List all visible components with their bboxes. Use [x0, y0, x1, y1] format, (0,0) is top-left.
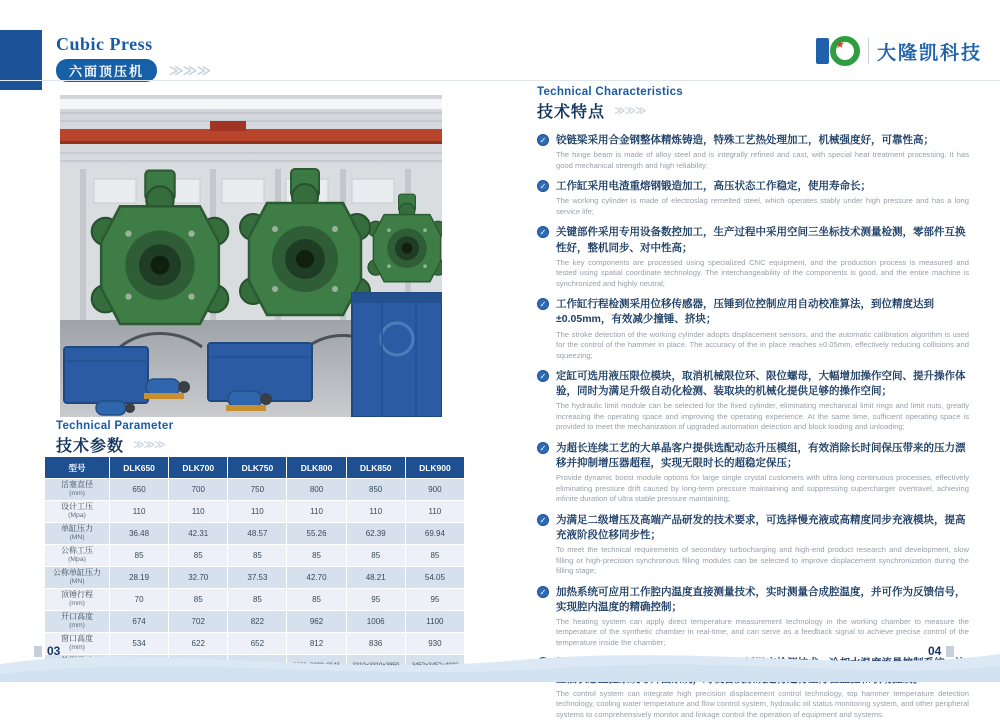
feature-text: [556, 441, 969, 505]
company-logo: [816, 36, 982, 66]
cell-value: 62.39: [346, 523, 405, 545]
check-icon: ✓: [537, 226, 549, 238]
characteristics-heading-en: Technical Characteristics: [537, 86, 683, 98]
feature-item: [537, 179, 969, 217]
chevron-decoration: ≫≫≫: [169, 62, 210, 78]
row-label: [45, 479, 110, 501]
row-label-unit: (mm): [69, 622, 85, 630]
table-row: [45, 611, 465, 633]
check-icon: ✓: [537, 370, 549, 382]
logo-star-icon: ★: [834, 39, 845, 51]
cell-value: 622: [169, 633, 228, 655]
cell-value: 800: [287, 479, 346, 501]
model-header: DLK900: [405, 457, 464, 479]
chevron-decoration: ≫≫≫: [133, 439, 165, 451]
cell-value: 110: [346, 501, 405, 523]
cell-value: 42.70: [287, 567, 346, 589]
cell-value: 85: [287, 589, 346, 611]
row-label-unit: (MN): [69, 534, 85, 542]
row-label-unit: (Mpa): [68, 556, 86, 564]
cell-value: 110: [228, 501, 287, 523]
characteristics-section: [537, 86, 969, 728]
model-header: DLK700: [169, 457, 228, 479]
page-number-left: [34, 644, 60, 658]
feature-text-zh: 铰链梁采用合金钢整体精炼铸造，特殊工艺热处理加工，机械强度好，可靠性高；: [556, 134, 934, 146]
feature-text-zh: 定缸可选用液压限位模块，取消机械限位环、限位螺母，大幅增加操作空间、提升操作体验，同时为满足升级自动化检测、装取块的机械化提供足够的操作空间；: [556, 370, 966, 398]
cell-value: 85: [169, 545, 228, 567]
cell-value: 85: [287, 545, 346, 567]
logo-ring-icon: [830, 36, 860, 66]
row-label-unit: (mm): [69, 490, 85, 498]
model-column-header: 型号: [45, 457, 110, 479]
cell-value: 85: [228, 589, 287, 611]
page-number-marker: [946, 646, 954, 657]
cell-value: 69.94: [405, 523, 464, 545]
table-row: [45, 479, 465, 501]
check-icon: ✓: [537, 442, 549, 454]
check-icon: ✓: [537, 298, 549, 310]
logo-divider: [868, 38, 869, 64]
check-icon: ✓: [537, 180, 549, 192]
factory-photo: [60, 95, 442, 417]
feature-text-zh: 工作缸行程检测采用位移传感器，压锤到位控制应用自动校准算法，到位精度达到±0.05mm，有效减少撞锤、挤块；: [556, 298, 934, 326]
characteristics-heading-zh: 技术特点: [537, 104, 606, 121]
cell-value: 85: [346, 545, 405, 567]
row-label-text: 公称工压: [61, 546, 93, 556]
table-row: [45, 589, 465, 611]
cell-value: 110: [405, 501, 464, 523]
row-label-text: 单缸压力: [61, 524, 93, 534]
feature-text: [556, 513, 969, 577]
cell-value: 54.05: [405, 567, 464, 589]
page-number-right-value: 04: [928, 644, 942, 658]
cell-value: 95: [346, 589, 405, 611]
feature-text: [556, 179, 969, 217]
cell-value: 110: [287, 501, 346, 523]
feature-text: [556, 225, 969, 289]
cell-value: 110: [110, 501, 169, 523]
feature-text-en: The key components are processed using specialized CNC equipment, and the production process is measured and tested using spatial coordinate technology. The interchangeability of the components is good, and the entire machine is synchronized and highly neutral;: [556, 257, 969, 288]
parameter-table-head: [45, 457, 465, 479]
row-label-text: 开口高度: [61, 612, 93, 622]
feature-text-en: The control system can integrate high precision displacement control technology, top hammer temperature detection technology, cooling water temperature and flow control system, hydraulic oil status monitoring system, and other peripheral systems to comprehensively monitor and linkage control the operation of equipment and systems.: [556, 688, 969, 719]
cell-value: 702: [169, 611, 228, 633]
feature-text: [556, 369, 969, 433]
feature-item: [537, 297, 969, 361]
page-header: [56, 34, 210, 82]
model-header: DLK850: [346, 457, 405, 479]
cell-value: 85: [405, 545, 464, 567]
feature-item: [537, 225, 969, 289]
row-label-text: 公称单缸压力: [53, 568, 101, 578]
cell-value: 822: [228, 611, 287, 633]
corner-accent-bar: [0, 30, 42, 90]
feature-item: [537, 369, 969, 433]
cell-value: 1006: [346, 611, 405, 633]
characteristics-section-heading: [537, 86, 969, 122]
model-header: DLK650: [110, 457, 169, 479]
logo-bar-icon: [816, 38, 829, 64]
cell-value: 534: [110, 633, 169, 655]
cell-value: 1100: [405, 611, 464, 633]
row-label: [45, 501, 110, 523]
row-label-text: 活塞直径: [61, 480, 93, 490]
row-label-unit: (Mpa): [68, 512, 86, 520]
feature-text-en: The heating system can apply direct temperature measurement technology in the working chamber to measure the temperature of the synthetic chamber in real-time, and can serve as a feedback signal to achieve precise control of the temperature inside the chamber;: [556, 616, 969, 647]
cell-value: 652: [228, 633, 287, 655]
model-header: DLK800: [287, 457, 346, 479]
row-label-text: 窗口高度: [61, 634, 93, 644]
feature-item: [537, 441, 969, 505]
cell-value: 85: [169, 589, 228, 611]
row-label-unit: (mm): [69, 644, 85, 652]
row-label-text: 顶锤行程: [61, 590, 93, 600]
parameter-section-heading: [56, 420, 173, 456]
feature-list: [537, 133, 969, 720]
table-row: [45, 567, 465, 589]
cell-value: 110: [169, 501, 228, 523]
feature-text-en: Provide dynamic boost module options for large single crystal customers with ultra long continuous processes, effectively eliminating pressure drift caused by long-term pressure maintaining and suppressing supercharger overtravel, achieving infinite duration of ultra stable pressure maintaining;: [556, 473, 969, 504]
cell-value: 812: [287, 633, 346, 655]
model-header: DLK750: [228, 457, 287, 479]
row-label: [45, 567, 110, 589]
feature-text-zh: 为超长连续工艺的大单晶客户提供选配动态升压模组，有效消除长时间保压带来的压力漂移并抑制增压器超程，实现无限时长的超稳定保压；: [556, 441, 966, 470]
row-label: [45, 545, 110, 567]
parameter-heading-en: Technical Parameter: [56, 420, 174, 432]
company-name: 大隆凯科技: [876, 42, 982, 64]
feature-text-en: The stroke detection of the working cylinder adopts displacement sensors, and the automatic calibration algorithm is used for the control of the hammer in place. The accuracy of the in place reaches ±0.05mm, effectively reducing collisions and squeezing;: [556, 329, 969, 360]
page-number-marker: [34, 646, 42, 657]
feature-text-en: The hydraulic limit module can be selected for the fixed cylinder, eliminating mechanical limit rings and limit nuts, greatly increasing the operating space and improving the operating experience. At the same time, sufficient operating space is provided to meet the mechanization of upgraded automation detection and block loading and unloading;: [556, 401, 969, 432]
feature-item: [537, 133, 969, 171]
check-icon: ✓: [537, 134, 549, 146]
chevron-decoration: ≫≫≫: [614, 105, 646, 117]
cell-value: 95: [405, 589, 464, 611]
cell-value: 650: [110, 479, 169, 501]
page-title-en: Cubic Press: [56, 34, 153, 54]
footer-wave-decoration: [0, 634, 1000, 682]
cell-value: 700: [169, 479, 228, 501]
page-number-left-value: 03: [47, 644, 61, 658]
row-label: [45, 611, 110, 633]
row-label-unit: (MN): [69, 578, 85, 586]
check-icon: ✓: [537, 514, 549, 526]
feature-text-zh: 为满足二级增压及高端产品研发的技术要求，可选择慢充液或高精度同步充液模块，提高充液阶段位移同步性；: [556, 513, 966, 541]
table-header-row: [45, 457, 465, 479]
cell-value: 962: [287, 611, 346, 633]
cell-value: 750: [228, 479, 287, 501]
cell-value: 836: [346, 633, 405, 655]
parameter-heading-zh: 技术参数: [56, 438, 125, 455]
table-row: [45, 501, 465, 523]
row-label: [45, 523, 110, 545]
cell-value: 48.57: [228, 523, 287, 545]
cell-value: 850: [346, 479, 405, 501]
table-row: [45, 523, 465, 545]
row-label: [45, 589, 110, 611]
cell-value: 37.53: [228, 567, 287, 589]
feature-text-zh: 工作缸采用电渣重熔钢锻造加工，高压状态工作稳定，使用寿命长；: [556, 180, 871, 193]
check-icon: ✓: [537, 586, 549, 598]
feature-text-zh: 关键部件采用专用设备数控加工，生产过程中采用空间三坐标技术测量检测，零部件互换性好，整机同步、对中性高；: [556, 226, 966, 254]
page-number-right: [928, 644, 954, 658]
cell-value: 32.70: [169, 567, 228, 589]
table-row: [45, 545, 465, 567]
cell-value: 930: [405, 633, 464, 655]
feature-text-en: To meet the technical requirements of secondary turbocharging and high-end product research and development, slow filling or high-precision synchronous filling modules can be selected to improve displacement synchronization during the filling stage;: [556, 545, 969, 576]
feature-text-zh: 加热系统可应用工作腔内温度直接测量技术，实时测量合成腔温度，并可作为反馈信号，实现腔内温度的精确控制；: [556, 585, 966, 613]
cell-value: 674: [110, 611, 169, 633]
cell-value: 85: [228, 545, 287, 567]
cell-value: 85: [110, 545, 169, 567]
cell-value: 70: [110, 589, 169, 611]
feature-text: [556, 133, 969, 171]
cell-value: 55.26: [287, 523, 346, 545]
feature-text-en: The hinge beam is made of alloy steel and is integrally refined and cast, with special heat treatment processing. It has good mechanical strength and high reliability;: [556, 150, 969, 170]
header-rule: [0, 80, 1000, 81]
cell-value: 42.31: [169, 523, 228, 545]
row-label-text: 设计工压: [61, 502, 93, 512]
cell-value: 28.19: [110, 567, 169, 589]
row-label-unit: (mm): [69, 600, 85, 608]
feature-text: [556, 297, 969, 361]
cell-value: 900: [405, 479, 464, 501]
cell-value: 48.21: [346, 567, 405, 589]
page-title-zh-badge: 六面顶压机: [56, 59, 157, 82]
feature-item: [537, 513, 969, 577]
cell-value: 36.48: [110, 523, 169, 545]
feature-text-en: The working cylinder is made of electroslag remelted steel, which operates stably under high pressure and has a long service life;: [556, 196, 969, 216]
